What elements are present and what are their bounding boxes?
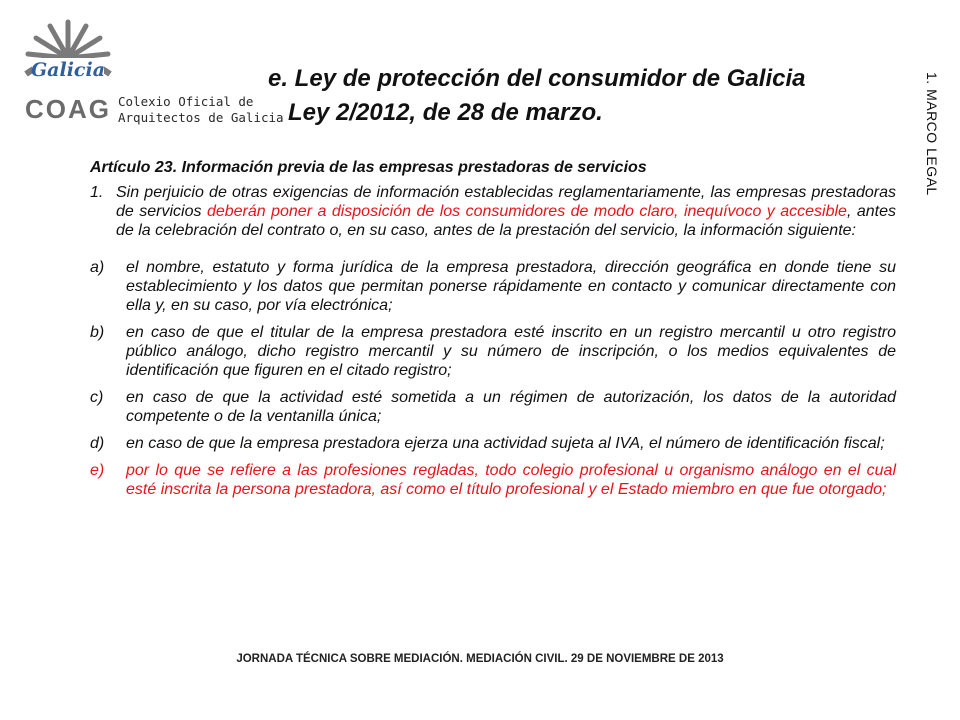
logo-acronym: COAG — [25, 94, 111, 124]
list-item — [90, 258, 896, 315]
coag-sun-logo-icon — [18, 14, 118, 132]
list-item-marker: a) — [90, 259, 105, 276]
logo-org-line2: Arquitectos de Galicia — [118, 110, 284, 125]
logo-org-line1: Colexio Oficial de — [118, 94, 254, 109]
section-label: 1. MARCO LEGAL — [924, 72, 940, 196]
list-item — [90, 323, 896, 380]
list-item — [90, 461, 896, 499]
article-body — [90, 158, 896, 507]
list-item-marker: c) — [90, 389, 104, 406]
information-list — [90, 258, 896, 499]
logo-org-name — [118, 94, 284, 126]
list-item-marker: b) — [90, 324, 105, 341]
list-item-marker: d) — [90, 435, 105, 452]
list-item-text: el nombre, estatuto y forma jurídica de la empresa prestadora, dirección geográfica en donde tiene su establecimiento y los datos que permitan ponerse rápidamente en contacto y comunicar directamente con ella y, en su caso, por vía electrónica; — [126, 259, 896, 314]
slide-title — [268, 62, 908, 130]
paragraph-text-part2: , antes de la celebración del contrato o, en su caso, antes de la prestación del servicio, la información siguiente: — [116, 203, 897, 239]
title-line-2: Ley 2/2012, de 28 de marzo. — [288, 99, 603, 126]
title-line-1: e. Ley de protección del consumidor de Galicia — [268, 65, 806, 92]
article-paragraph-1 — [90, 183, 896, 240]
paragraph-text — [116, 183, 896, 240]
list-item-text: en caso de que la empresa prestadora ejerza una actividad sujeta al IVA, el número de identificación fiscal; — [126, 435, 885, 452]
list-item-marker: e) — [90, 462, 105, 479]
paragraph-number: 1. — [90, 184, 104, 201]
slide-footer: JORNADA TÉCNICA SOBRE MEDIACIÓN. MEDIACIÓN CIVIL. 29 DE NOVIEMBRE DE 2013 — [236, 653, 724, 665]
list-item — [90, 388, 896, 426]
list-item-text: por lo que se refiere a las profesiones regladas, todo colegio profesional u organismo análogo en el cual esté inscrita la persona prestadora, así como el título profesional y el Estado miembro en que fue otorgado; — [126, 462, 896, 498]
logo-galicia-text: Galicia — [30, 59, 106, 81]
paragraph-highlight: deberán poner a disposición de los consumidores de modo claro, inequívoco y accesible — [206, 203, 847, 220]
list-item-text: en caso de que la actividad esté sometida a un régimen de autorización, los datos de la autoridad competente o de la ventanilla única; — [126, 389, 896, 425]
coag-logo — [18, 14, 284, 132]
list-item-text: en caso de que el titular de la empresa prestadora esté inscrito en un registro mercantil u otro registro público análogo, dicho registro mercantil y su número de inscripción, o los medios equivalentes de identificación que figuren en el citado registro; — [126, 324, 896, 379]
paragraph-text-part1: Sin perjuicio de otras exigencias de información establecidas reglamentariamente, las empresas prestadoras de servicios — [116, 184, 896, 220]
article-heading: Artículo 23. Información previa de las empresas prestadoras de servicios — [90, 159, 647, 176]
list-item — [90, 434, 896, 453]
